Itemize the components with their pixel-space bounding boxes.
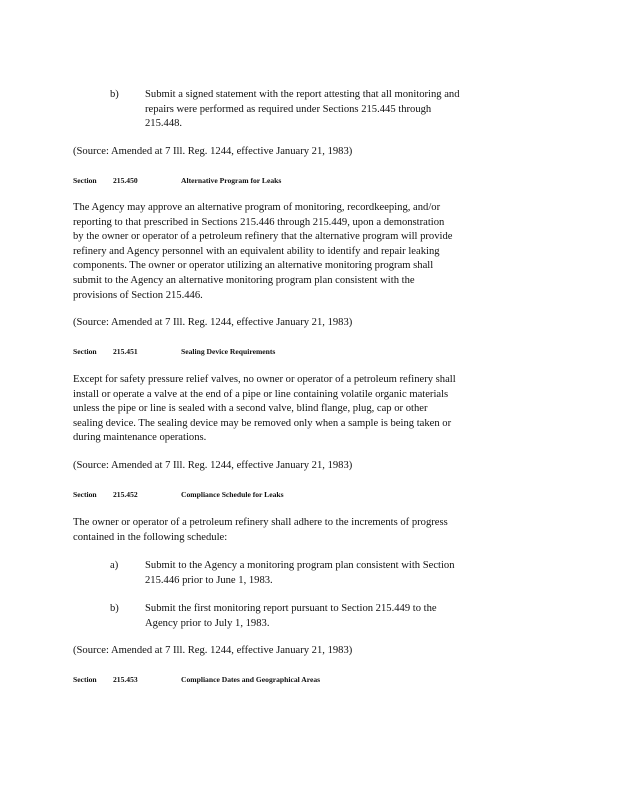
source-note: (Source: Amended at 7 Ill. Reg. 1244, effective January 21, 1983) — [73, 645, 353, 656]
text-line: Submit the first monitoring report pursuant to Section 215.449 to the — [145, 603, 437, 614]
text-line: repairs were performed as required under Sections 215.445 through — [145, 103, 432, 115]
text-line: contained in the following schedule: — [73, 531, 228, 543]
section-number: 215.452 — [113, 490, 138, 499]
paragraph — [73, 373, 513, 446]
text-line: The Agency may approve an alternative program of monitoring, recordkeeping, and/or — [73, 202, 441, 213]
section-word: Section — [73, 347, 97, 356]
text-line: by the owner or operator of a petroleum refinery that the alternative program will provide — [73, 231, 453, 243]
section-title: Sealing Device Requirements — [181, 347, 276, 356]
section-word: Section — [73, 176, 97, 185]
text-line: install or operate a valve at the end of a pipe or line containing volatile organic materials — [73, 388, 449, 400]
text-line: Agency prior to July 1, 1983. — [145, 617, 270, 629]
section-number: 215.451 — [113, 347, 138, 356]
list-label: b) — [110, 89, 119, 100]
list-label: b) — [110, 603, 119, 614]
paragraph — [73, 201, 513, 303]
text-line: 215.448. — [145, 118, 183, 130]
text-line: sealing device. The sealing device may be removed only when a sample is being taken or — [73, 417, 452, 429]
text-line: Submit a signed statement with the report attesting that all monitoring and — [145, 89, 460, 100]
section-number: 215.450 — [113, 176, 138, 185]
text-line: Submit to the Agency a monitoring program plan consistent with Section — [145, 560, 455, 571]
section-word: Section — [73, 490, 97, 499]
section-title: Compliance Dates and Geographical Areas — [181, 675, 321, 684]
source-note: (Source: Amended at 7 Ill. Reg. 1244, effective January 21, 1983) — [73, 460, 353, 471]
list-item-text — [145, 88, 505, 132]
text-line: submit to the Agency an alternative monitoring program plan consistent with the — [73, 274, 415, 286]
source-note: (Source: Amended at 7 Ill. Reg. 1244, effective January 21, 1983) — [73, 317, 353, 328]
text-line: provisions of Section 215.446. — [73, 289, 203, 301]
text-line: during maintenance operations. — [73, 432, 207, 444]
list-label: a) — [110, 560, 119, 571]
list-item-text — [145, 602, 505, 631]
text-line: reporting to that prescribed in Sections 215.446 through 215.449, upon a demonstration — [73, 216, 445, 228]
text-line: Except for safety pressure relief valves, no owner or operator of a petroleum refinery shall — [73, 374, 456, 385]
section-number: 215.453 — [113, 675, 138, 684]
text-line: The owner or operator of a petroleum refinery shall adhere to the increments of progress — [73, 517, 448, 528]
text-line: 215.446 prior to June 1, 1983. — [145, 574, 273, 586]
paragraph — [73, 516, 513, 545]
section-title: Compliance Schedule for Leaks — [181, 490, 284, 499]
section-title: Alternative Program for Leaks — [181, 176, 282, 185]
source-note: (Source: Amended at 7 Ill. Reg. 1244, effective January 21, 1983) — [73, 146, 353, 157]
text-line: components. The owner or operator utilizing an alternative monitoring program shall — [73, 260, 434, 272]
text-line: unless the pipe or line is sealed with a second valve, blind flange, plug, cap or other — [73, 403, 428, 415]
list-item-text — [145, 559, 505, 588]
text-line: refinery and Agency personnel with an equivalent ability to identify and repair leaking — [73, 245, 440, 257]
section-word: Section — [73, 675, 97, 684]
